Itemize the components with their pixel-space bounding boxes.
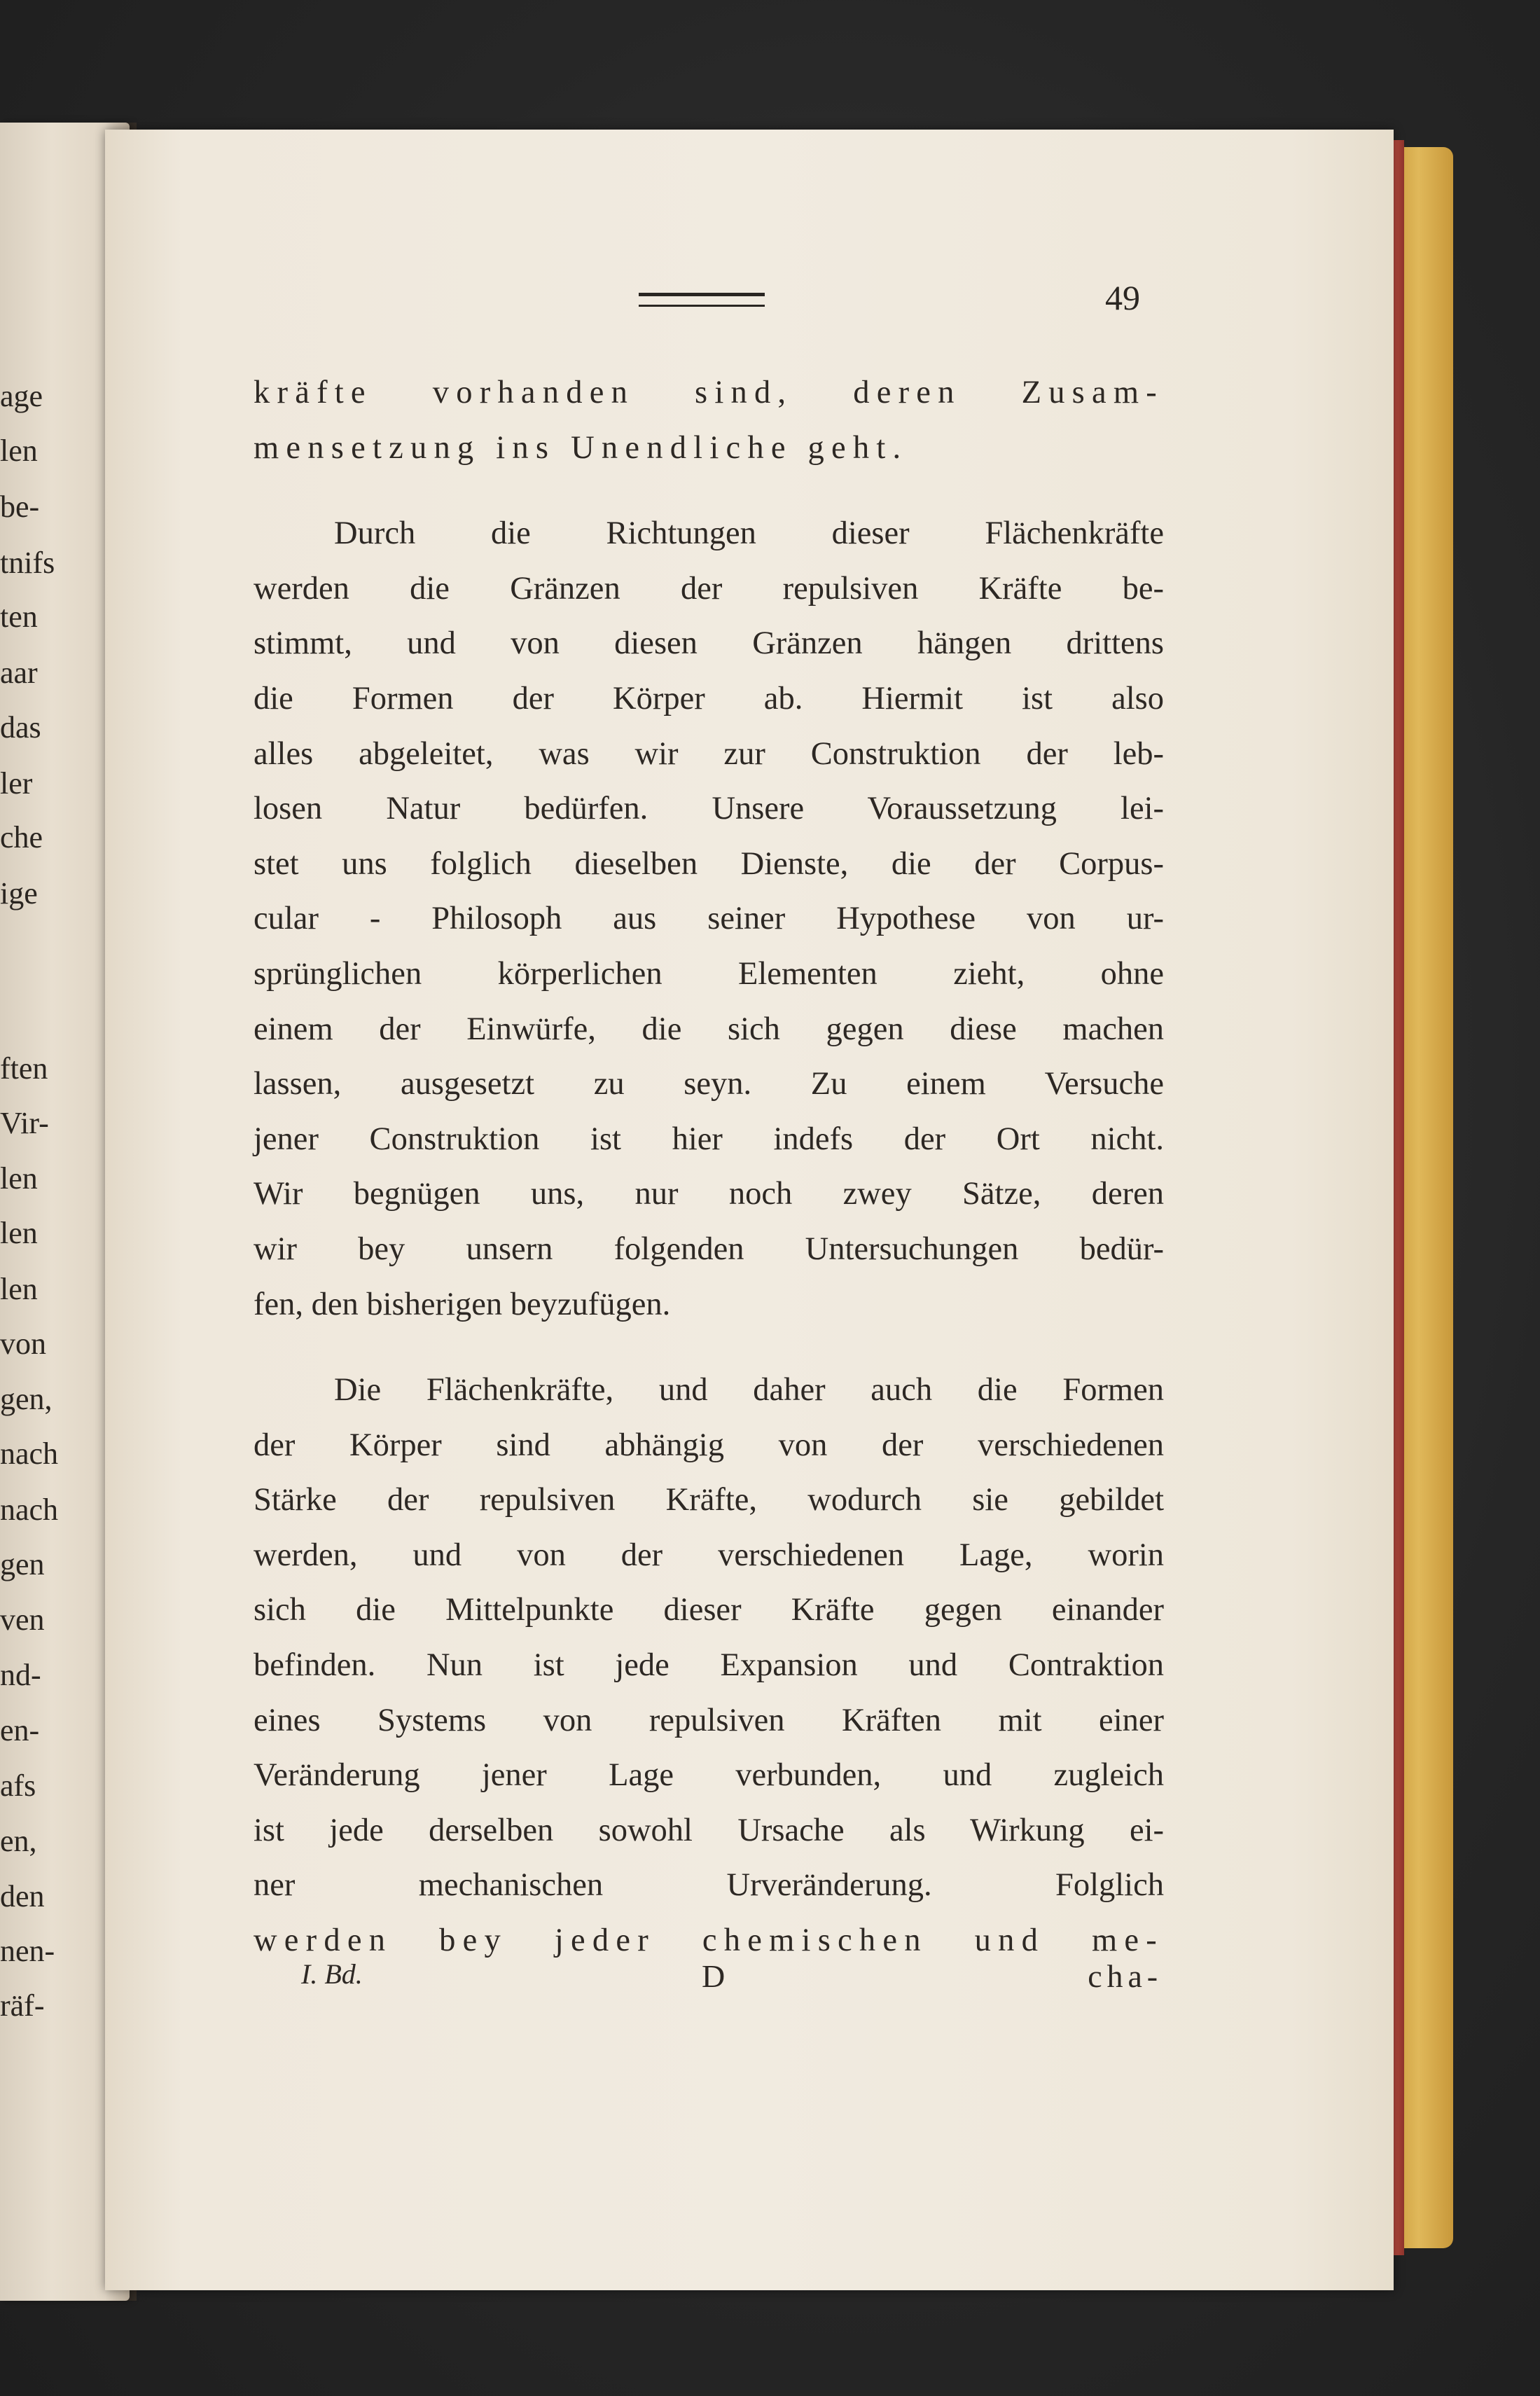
previous-page-text-fragment: len: [0, 1272, 38, 1306]
text-line: Stärke der repulsiven Kräfte, wodurch sie gebildet: [254, 1482, 1164, 1518]
previous-page-text-fragment: gen,: [0, 1382, 53, 1416]
previous-page-text-fragment: das: [0, 710, 41, 745]
body-text: [254, 366, 1164, 1969]
previous-page-text-fragment: ten: [0, 600, 38, 634]
previous-page-text-fragment: ven: [0, 1602, 45, 1637]
text-line: befinden. Nun ist jede Expansion und Contraktion: [254, 1647, 1164, 1684]
previous-page-text-fragment: nen-: [0, 1934, 55, 1968]
previous-page-text-fragment: len: [0, 434, 38, 468]
text-line: kräfte vorhanden sind, deren Zusam-: [254, 375, 1164, 410]
previous-page-text-fragment: en,: [0, 1824, 37, 1858]
previous-page-text-fragment: afs: [0, 1768, 36, 1803]
previous-page-text-fragment: nach: [0, 1493, 59, 1527]
previous-page-text-fragment: ften: [0, 1051, 48, 1086]
text-line: cular - Philosoph aus seiner Hypothese von ur-: [254, 901, 1164, 937]
text-line: stimmt, und von diesen Gränzen hängen drittens: [254, 625, 1164, 662]
previous-page-text-fragment: Vir-: [0, 1106, 49, 1140]
previous-page-text-fragment: nach: [0, 1436, 59, 1471]
previous-page-text-fragment: age: [0, 379, 43, 413]
previous-page-text-fragment: ler: [0, 766, 33, 801]
previous-page-text-fragment: aar: [0, 656, 38, 690]
text-line: Durch die Richtungen dieser Flächenkräfte: [334, 515, 1164, 552]
page-footer: [301, 1958, 1163, 2000]
text-line: ner mechanischen Urveränderung. Folglich: [254, 1867, 1164, 1904]
text-line: werden, und von der verschiedenen Lage, worin: [254, 1537, 1164, 1573]
text-line: Die Flächenkräfte, und daher auch die Formen: [334, 1372, 1164, 1408]
text-line: eines Systems von repulsiven Kräften mit einer: [254, 1702, 1164, 1738]
paragraph: [254, 366, 1164, 476]
text-line: lassen, ausgesetzt zu seyn. Zu einem Versuche: [254, 1066, 1164, 1102]
header-rule: [639, 293, 765, 307]
text-line: Veränderung jener Lage verbunden, und zugleich: [254, 1757, 1164, 1794]
paragraph-gap: [254, 1332, 1164, 1363]
previous-page-text-fragment: den: [0, 1879, 45, 1913]
previous-page-text-fragment: len: [0, 1216, 38, 1250]
paragraph: [254, 1363, 1164, 1969]
catchword: cha-: [1088, 1958, 1163, 1994]
text-line: sprünglichen körperlichen Elementen zieht, ohne: [254, 955, 1164, 992]
text-line: die Formen der Körper ab. Hiermit ist also: [254, 680, 1164, 716]
previous-page-text-fragment: räf-: [0, 1988, 45, 2023]
paragraph: [254, 506, 1164, 1332]
previous-page-text-fragment: che: [0, 820, 43, 854]
previous-page-text-fragment: von: [0, 1327, 46, 1361]
paragraph-gap: [254, 476, 1164, 506]
previous-page-text-fragment: tnifs: [0, 546, 55, 580]
previous-page-text-fragment: gen: [0, 1547, 45, 1581]
text-line: Wir begnügen uns, nur noch zwey Sätze, deren: [254, 1176, 1164, 1212]
text-line: werden die Gränzen der repulsiven Kräfte be-: [254, 570, 1164, 607]
page-number: 49: [1105, 278, 1140, 317]
previous-page-text-fragment: en-: [0, 1713, 40, 1747]
text-line: sich die Mittelpunkte dieser Kräfte gegen einander: [254, 1592, 1164, 1628]
text-line: alles abgeleitet, was wir zur Construktion der leb-: [254, 735, 1164, 772]
text-line: ist jede derselben sowohl Ursache als Wirkung ei-: [254, 1812, 1164, 1848]
text-line: jener Construktion ist hier indefs der Ort nicht.: [254, 1121, 1164, 1157]
text-line: werden bey jeder chemischen und me-: [254, 1923, 1164, 1959]
previous-page-text-fragment: ige: [0, 876, 38, 910]
text-line: stet uns folglich dieselben Dienste, die der Corpus-: [254, 845, 1164, 882]
text-line: einem der Einwürfe, die sich gegen diese machen: [254, 1011, 1164, 1047]
text-line: losen Natur bedürfen. Unsere Voraussetzung lei-: [254, 791, 1164, 827]
text-line: fen, den bisherigen beyzufügen.: [254, 1286, 671, 1322]
signature-mark: D: [702, 1958, 726, 1994]
text-line: der Körper sind abhängig von der verschiedenen: [254, 1427, 1164, 1463]
previous-page-text-fragment: len: [0, 1161, 38, 1196]
previous-page-text-fragment: nd-: [0, 1658, 41, 1692]
text-line: wir bey unsern folgenden Untersuchungen bedür-: [254, 1231, 1164, 1267]
text-line: mensetzung ins Unendliche geht.: [254, 429, 908, 466]
previous-page-text-fragment: be-: [0, 490, 40, 524]
volume-mark: I. Bd.: [301, 1958, 363, 1990]
